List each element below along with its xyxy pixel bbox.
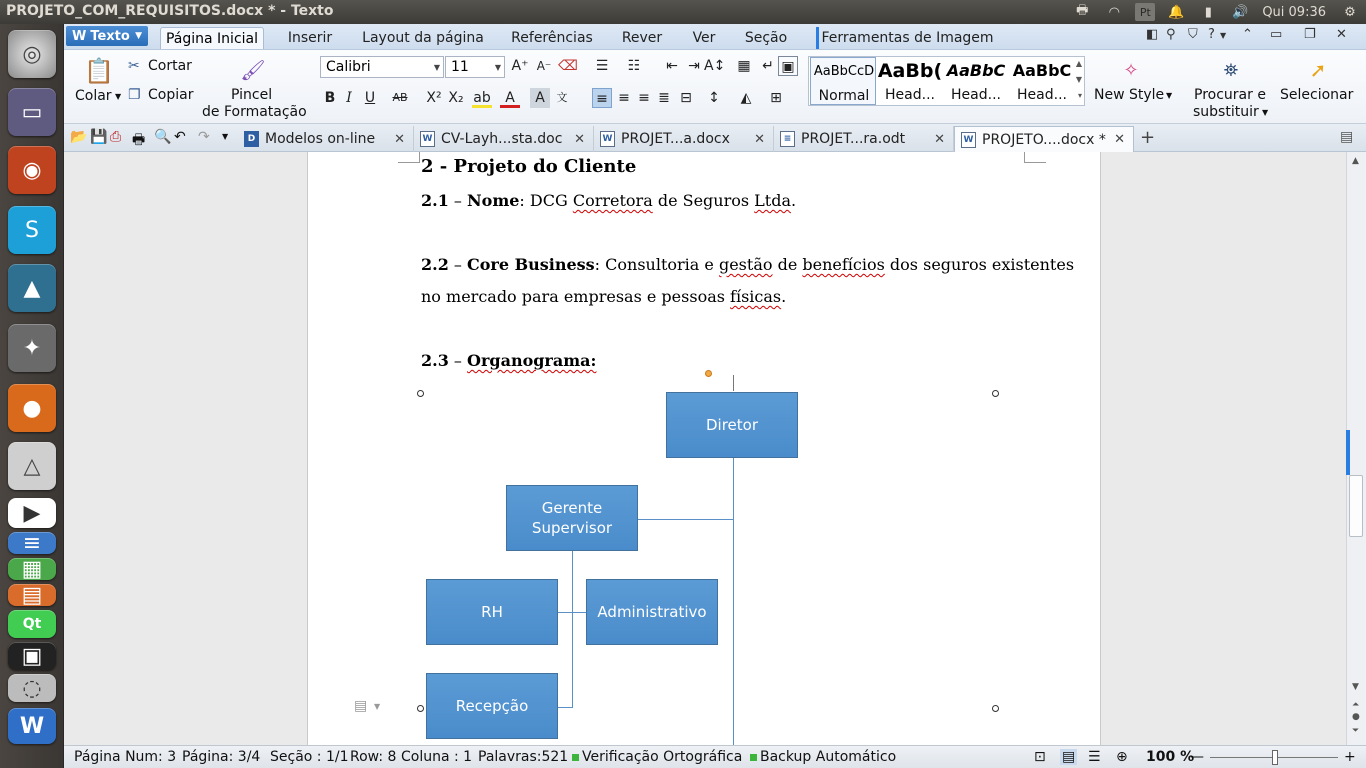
paragraph-2-2-line-1[interactable]: 2.2 – Core Business: Consultoria e gestão de benefícios dos seguros existentes [421,255,1075,274]
satellite-icon[interactable]: ✦ [8,324,56,372]
rotate-handle-line [733,375,734,391]
copy-button[interactable]: Copiar [148,87,194,103]
redo-icon[interactable]: ↷ [198,129,210,145]
scroll-down-icon[interactable]: ▼ [1352,682,1359,692]
margin-mark [398,152,420,163]
p21-label: Nome [467,191,520,210]
spell-error: Ltda [754,191,792,210]
select-browse-icon[interactable]: ● [1352,712,1360,722]
status-column: Coluna : 1 [401,749,473,765]
menu-bar [64,24,1366,50]
doc-tab-label: Modelos on-line [265,131,376,147]
select-button[interactable]: Selecionar [1280,87,1354,103]
style-preview: AaBbCcD [813,64,875,79]
clear-format-icon[interactable]: ⌫ [558,58,578,74]
style-heading-2[interactable] [943,57,1009,105]
battery-icon[interactable]: ▮ [1204,4,1212,20]
resize-handle[interactable] [992,390,999,397]
style-normal[interactable] [810,57,876,105]
new-tab-icon[interactable]: + [1140,127,1156,148]
outline-view-icon[interactable]: ☰ [1088,749,1101,765]
find-replace-label-2[interactable]: substituir [1193,104,1259,120]
resize-handle[interactable] [417,705,424,712]
spell-error: gestão [718,255,773,274]
resize-handle[interactable] [992,705,999,712]
doc-file-icon: W [961,132,976,148]
distribute-icon[interactable]: ⊟ [680,90,692,106]
decrease-indent-icon[interactable]: ⇤ [666,58,678,74]
print-icon[interactable]: 🖶 [132,132,146,148]
doc-tab-projet-docx[interactable] [594,126,774,152]
paste-icon[interactable]: 📋 [84,57,114,85]
p21-number: 2.1 [421,191,449,210]
scroll-position-marker [1346,430,1350,475]
status-bar [64,745,1366,768]
paragraph-2-3[interactable]: 2.3 – Organograma: [421,351,597,370]
select-cursor-icon[interactable]: ➚ [1309,58,1327,82]
status-page-num[interactable]: Página Num: 3 [74,749,177,765]
doc-tab-projeto-active[interactable] [954,126,1134,152]
increase-indent-icon[interactable]: ⇥ [688,58,700,74]
doc-tab-cv[interactable] [414,126,594,152]
new-style-dropdown-icon[interactable]: ▼ [1166,91,1173,100]
cut-button[interactable]: Cortar [148,58,192,74]
wifi-icon[interactable]: ◠ [1108,4,1120,20]
odt-file-icon: ≡ [780,131,795,147]
help-dropdown-icon[interactable]: ▼ [1220,31,1227,40]
binoculars-icon[interactable]: ⛯ [1223,59,1239,81]
styles-more-icon[interactable]: ▾ [1077,91,1082,100]
qt-icon[interactable]: Qt [8,610,56,638]
connector-line [558,707,573,708]
style-name: Normal [818,88,870,104]
volume-icon[interactable]: 🔊 [1232,4,1249,20]
status-page[interactable]: Página: 3/4 [182,749,261,765]
phonetic-icon[interactable]: 文 [556,91,568,104]
tab-referencias[interactable]: Referências [511,30,593,46]
bullets-icon[interactable]: ☰ [595,58,609,74]
power-gear-icon[interactable]: ⚙ [1344,4,1356,20]
find-replace-dropdown-icon[interactable]: ▼ [1262,108,1269,117]
close-tab-icon[interactable]: ✕ [1114,132,1125,147]
close-tab-icon[interactable]: ✕ [394,131,405,147]
style-preview: AaBbC [1012,61,1072,80]
shading-icon[interactable]: ◭ [740,90,752,106]
minimize-icon[interactable]: ▭ [1270,27,1283,42]
table-icon[interactable]: ▦ [737,58,751,74]
style-name: Head... [951,87,1001,103]
strikethrough-icon[interactable]: AB [392,91,408,104]
ubuntu-dash-icon[interactable]: ◎ [8,30,56,78]
p21-text: de Seguros [652,191,755,210]
new-style-icon[interactable]: ✧ [1123,59,1139,81]
undo-icon[interactable]: ↶ [174,129,186,145]
scrollbar-thumb[interactable] [1349,475,1363,537]
zoom-in-icon[interactable]: + [1344,749,1356,765]
calc-icon[interactable]: ▦ [8,558,56,580]
app-b-icon[interactable]: ▣ [8,642,56,670]
document-page[interactable] [307,152,1101,745]
previous-page-icon[interactable]: ⏶ [1352,700,1360,710]
page-view-icon[interactable]: ▤ [1062,749,1076,765]
line-spacing-icon[interactable]: ↕ [708,90,720,106]
tab-layout-da-pagina[interactable]: Layout da página [362,30,484,46]
copy-icon[interactable]: ❐ [128,87,141,103]
format-painter-label-2[interactable]: de Formatação [202,104,307,120]
writer-icon[interactable]: ≡ [8,532,56,554]
connector-line [638,519,734,520]
close-tab-icon[interactable]: ✕ [754,131,765,147]
style-name: Head... [885,87,935,103]
help-icon[interactable]: ? [1208,27,1215,42]
scroll-up-icon[interactable]: ▲ [1352,156,1359,166]
p21-text: : DCG [519,191,573,210]
restore-icon[interactable]: ❐ [1304,27,1316,42]
skin-icon[interactable]: ◧ [1146,27,1159,42]
connector-line [572,551,573,707]
clock[interactable]: Qui 09:36 [1262,4,1326,20]
org-box-gerente-line-1: Gerente [541,499,603,517]
document-tabs [64,124,1366,152]
status-spellcheck[interactable] [572,749,742,765]
paragraph-2-2-line-2[interactable] [421,287,786,306]
tab-list-icon[interactable]: ▤ [1340,129,1354,145]
tab-secao[interactable]: Seção [744,30,788,46]
next-page-icon[interactable]: ⏷ [1352,726,1360,736]
format-painter-icon[interactable]: 🖌 [240,58,266,82]
p22-text: dos seguros existentes [884,255,1075,274]
org-box-gerente[interactable] [506,485,638,551]
install-icon[interactable]: △ [8,442,56,490]
borders-icon[interactable]: ⊞ [770,90,782,106]
shrink-font-icon[interactable]: A⁻ [536,59,552,73]
tab-inserir[interactable]: Inserir [287,30,333,46]
new-style-button[interactable]: New Style [1094,87,1165,103]
close-tab-icon[interactable]: ✕ [934,131,945,147]
org-box-administrativo[interactable]: Administrativo [586,579,718,645]
doc-file-icon: W [420,131,435,147]
scissors-icon[interactable]: ✂ [128,58,140,74]
doc-tab-label: PROJETO....docx * [982,131,1106,148]
spell-error: benefícios [802,255,885,274]
p21-text: . [791,191,797,210]
zoom-level[interactable]: 100 % [1146,749,1195,765]
open-icon[interactable]: 📂 [70,129,88,145]
wps-writer-window [64,24,1366,768]
p22-number: 2.2 [421,255,449,274]
spell-error: Corretora [572,191,653,210]
keyboard-layout-badge[interactable]: Pt [1135,3,1155,21]
show-marks-icon[interactable]: ↵ [762,58,774,74]
font-color-icon[interactable]: A [500,88,520,108]
p22-text: . [781,287,787,306]
vertical-scrollbar[interactable] [1346,152,1366,745]
status-backup-label: Backup Automático [760,749,897,765]
style-heading-1[interactable] [877,57,943,105]
media-player-icon[interactable]: ▶ [8,498,56,528]
italic-icon[interactable]: I [346,90,352,106]
style-preview: AaBb( [877,60,943,82]
style-preview: AaBbC [946,61,1006,80]
heading-text: 2 - Projeto do Cliente [421,156,637,177]
tab-ferramentas-de-imagem[interactable]: Ferramentas de Imagem [816,27,996,49]
collapse-ribbon-icon[interactable]: ⌃ [1242,27,1253,42]
align-center-icon[interactable]: ≡ [618,90,630,106]
org-box-recepcao[interactable]: Recepção [426,673,558,739]
connector-line [733,458,734,745]
firefox-icon[interactable]: ◉ [8,146,56,194]
align-left-icon[interactable]: ≡ [592,88,612,108]
org-box-gerente-line-2: Supervisor [531,519,613,537]
doc-file-icon: W [600,131,615,147]
focus-mode-icon[interactable]: ⊡ [1034,749,1046,765]
margin-mark [1024,152,1046,163]
impress-icon[interactable]: ▤ [8,584,56,606]
status-words[interactable]: Palavras:521 [478,749,569,765]
printer-icon[interactable]: 🖶 [1076,3,1089,18]
print-preview-icon[interactable]: 🔍 [154,129,172,145]
resize-handle[interactable] [417,390,424,397]
styles-scroll-up-icon[interactable]: ▲ [1075,59,1082,68]
numbering-icon[interactable]: ☷ [627,58,641,74]
top-panel [0,0,1366,24]
grow-font-icon[interactable]: A⁺ [511,58,529,74]
status-spellcheck-label: Verificação Ortográfica [582,749,743,765]
save-icon[interactable]: 💾 [90,129,108,145]
justify-icon[interactable]: ≣ [658,90,670,106]
gimp-icon[interactable]: ● [8,384,56,432]
font-name-value: Calibri [326,59,371,75]
char-shading-icon[interactable]: A [530,88,550,108]
app-menu-label: Texto [90,28,130,44]
status-indicator-icon [750,754,757,761]
wps-writer-icon[interactable]: W [8,708,56,744]
status-backup[interactable] [750,749,896,765]
skype-icon[interactable]: S [8,206,56,254]
document-workspace [64,152,1346,745]
align-right-icon[interactable]: ≡ [638,90,650,106]
export-pdf-icon[interactable]: ⎙ [110,129,122,145]
status-row: Row: 8 [350,749,397,765]
system-tray [1066,0,1366,24]
styles-scroll-down-icon[interactable]: ▼ [1075,75,1082,84]
connector-line [558,612,586,613]
view-icon[interactable]: ▣ [778,56,798,76]
link-icon[interactable]: ⚲ [1166,27,1176,42]
zoom-slider-thumb[interactable] [1272,750,1278,765]
p22-label: Core Business [467,255,595,274]
app-a-icon[interactable]: ▲ [8,264,56,312]
paragraph-2-1[interactable]: 2.1 – Nome: DCG Corretora de Seguros Ltda. [421,191,797,210]
p22-text: no mercado para empresas e pessoas [421,287,731,306]
app-c-icon[interactable]: ◌ [8,674,56,702]
subscript-icon[interactable]: X₂ [448,90,464,106]
paste-button[interactable]: Colar [75,88,112,104]
doc-tab-modelos[interactable] [238,126,414,152]
doc-tab-label: PROJET...a.docx [621,131,730,147]
tab-pagina-inicial[interactable]: Página Inicial [160,27,264,49]
font-name-select[interactable]: Calibri ▼ [320,56,444,78]
p22-text: : Consultoria e [594,255,719,274]
doc-tab-label: CV-Layh...sta.doc [441,131,563,147]
org-box-diretor[interactable]: Diretor [666,392,798,458]
paste-options-dropdown-icon[interactable]: ▼ [374,702,381,711]
style-name: Head... [1017,87,1067,103]
launcher [0,24,64,768]
doc-tab-projet-odt[interactable] [774,126,954,152]
shirt-icon[interactable]: ⛉ [1188,27,1198,42]
close-icon[interactable]: ✕ [1336,27,1347,42]
heading-projeto-cliente[interactable] [421,156,636,177]
styles-gallery [808,56,1085,106]
rotate-handle[interactable] [705,370,712,377]
underline-icon[interactable]: U [364,90,376,106]
superscript-icon[interactable]: X² [426,90,442,106]
files-icon[interactable]: ▭ [8,88,56,136]
p23-number: 2.3 [421,351,449,370]
templates-icon: D [244,131,259,147]
text-direction-icon[interactable]: A↕ [704,58,726,74]
format-painter-label-1[interactable]: Pincel [231,87,273,103]
ribbon [64,50,1366,124]
style-heading-3[interactable] [1009,57,1075,105]
notification-icon[interactable]: 🔔 [1168,4,1185,20]
zoom-out-icon[interactable]: — [1190,749,1204,765]
bold-icon[interactable]: B [324,90,336,106]
font-size-value: 11 [451,59,469,75]
quick-access-dropdown-icon[interactable]: ▼ [222,132,229,141]
highlight-icon[interactable]: ab [473,90,491,106]
window-title: PROJETO_COM_REQUISITOS.docx * - Texto [6,3,334,19]
spell-error: físicas [730,287,782,306]
org-box-rh[interactable]: RH [426,579,558,645]
status-section[interactable]: Seção : 1/1 [270,749,349,765]
status-indicator-icon [572,754,579,761]
paste-dropdown-icon[interactable]: ▼ [115,92,122,101]
p22-text: de [772,255,803,274]
tab-ver[interactable]: Ver [692,30,716,46]
find-replace-label-1[interactable]: Procurar e [1194,87,1266,103]
app-menu-button[interactable]: W Texto ▼ [66,26,148,46]
paste-options-icon[interactable]: ▤ [354,698,368,714]
font-size-select[interactable]: 11 ▼ [445,56,505,78]
p23-label: Organograma: [467,351,597,370]
web-view-icon[interactable]: ⊕ [1116,749,1128,765]
doc-tab-label: PROJET...ra.odt [801,131,906,147]
close-tab-icon[interactable]: ✕ [574,131,585,147]
tab-rever[interactable]: Rever [621,30,663,46]
